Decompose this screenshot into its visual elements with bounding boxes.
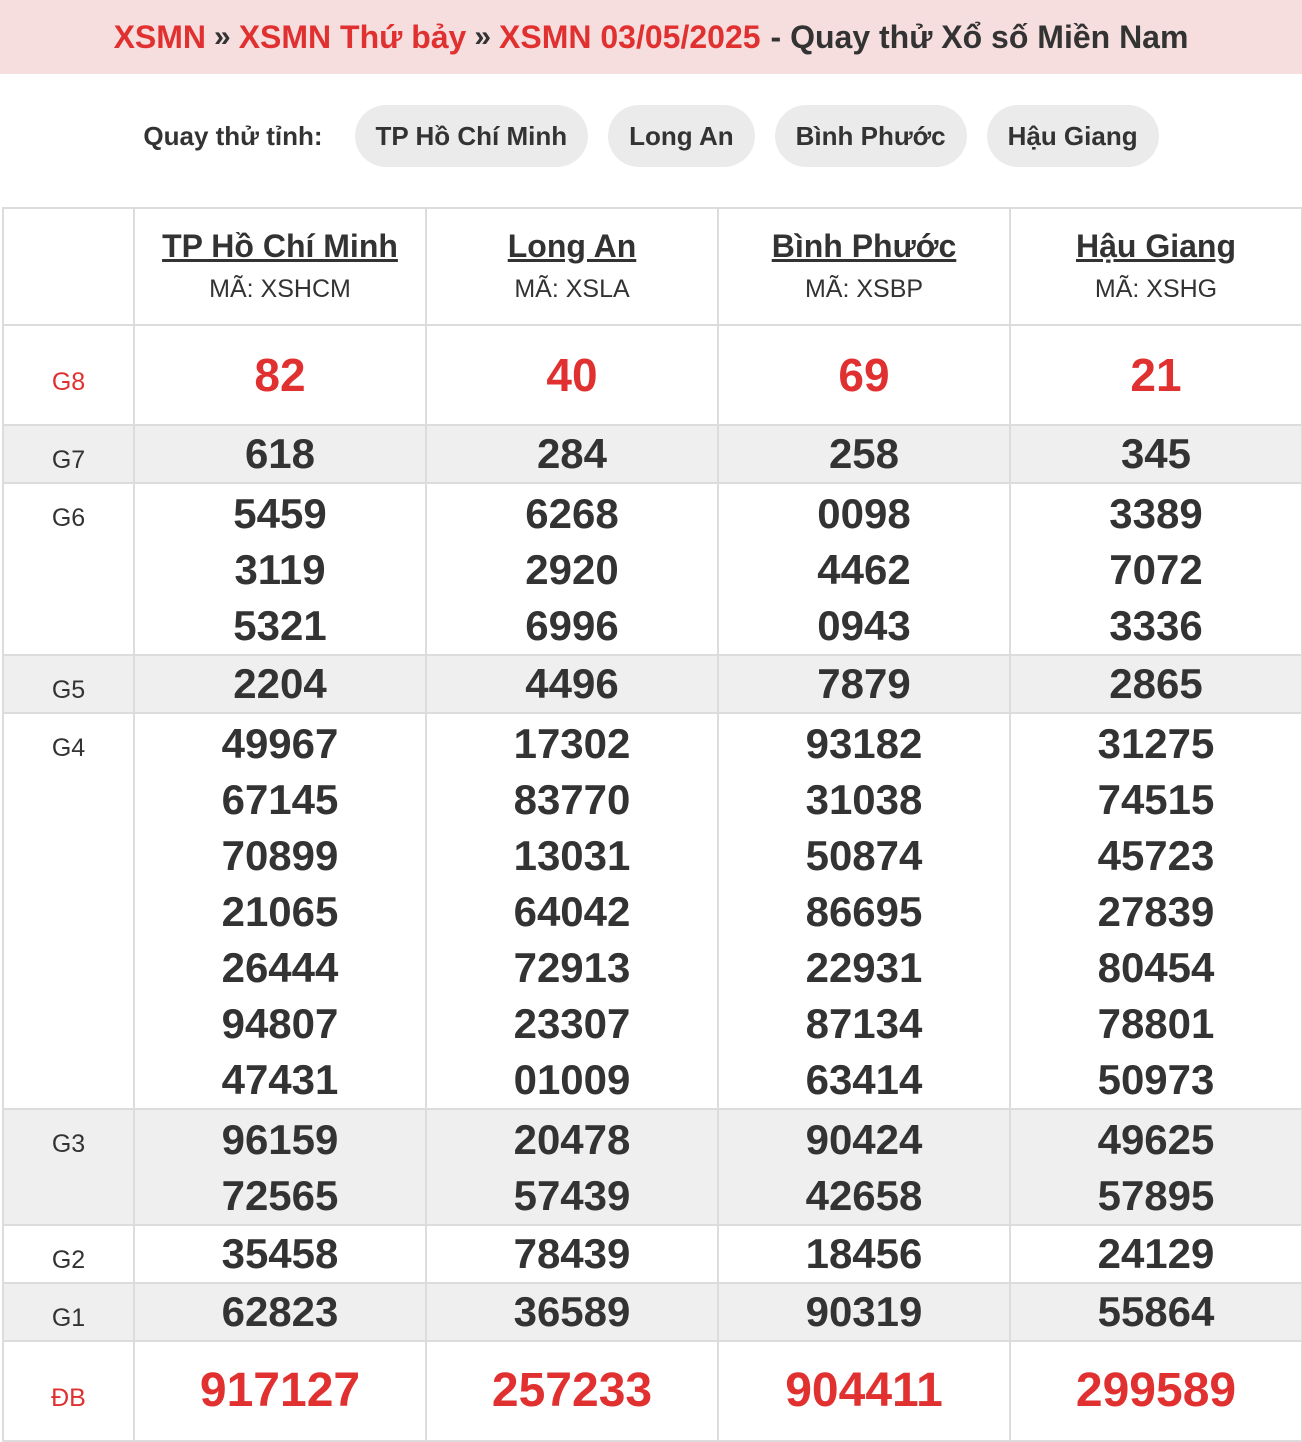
prize-cell (718, 655, 1010, 713)
prize-number: 74515 (1097, 776, 1215, 823)
prize-number: 80454 (1097, 944, 1215, 991)
chip-bar-label: Quay thử tỉnh: (143, 120, 323, 151)
prize-number: 64042 (513, 888, 631, 935)
province-link-hau-giang[interactable]: Hậu Giang (1075, 228, 1236, 264)
prize-row (3, 1341, 1302, 1441)
prize-cell (426, 425, 718, 483)
prize-number: 18456 (805, 1230, 923, 1277)
header-blank-cell (3, 208, 134, 325)
prize-number: 0943 (817, 602, 911, 649)
province-header (134, 208, 426, 325)
breadcrumb-xsmn[interactable]: XSMN (113, 18, 207, 55)
prize-cell (426, 325, 718, 425)
prize-number: 78801 (1097, 1000, 1215, 1047)
prize-number: 87134 (805, 1000, 923, 1047)
page-title: - Quay thử Xổ số Miền Nam (770, 18, 1189, 55)
prize-number: 40 (546, 349, 598, 401)
prize-number: 4462 (817, 546, 911, 593)
prize-cell (1010, 325, 1302, 425)
prize-number: 5459 (233, 490, 327, 537)
prize-label: G6 (3, 483, 134, 655)
prize-number: 24129 (1097, 1230, 1215, 1277)
prize-cell (1010, 1109, 1302, 1225)
prize-number: 69 (838, 349, 890, 401)
province-code: MÃ: XSBP (804, 275, 924, 303)
prize-label: ĐB (3, 1341, 134, 1441)
prize-label: G5 (3, 655, 134, 713)
prize-number: 22931 (805, 944, 923, 991)
prize-label: G2 (3, 1225, 134, 1283)
prize-cell (134, 655, 426, 713)
prize-number: 57439 (513, 1172, 631, 1219)
prize-cell (134, 325, 426, 425)
prize-row (3, 483, 1302, 655)
prize-cell (718, 1283, 1010, 1341)
prize-cell (718, 1109, 1010, 1225)
prize-number: 42658 (805, 1172, 923, 1219)
province-code: MÃ: XSLA (514, 275, 630, 303)
prize-row (3, 325, 1302, 425)
prize-cell (134, 483, 426, 655)
prize-number: 93182 (805, 720, 923, 767)
prize-cell (426, 1225, 718, 1283)
prize-cell (134, 1341, 426, 1441)
prize-number: 21 (1130, 349, 1182, 401)
prize-number: 17302 (513, 720, 631, 767)
prize-cell (1010, 713, 1302, 1109)
prize-number: 345 (1120, 430, 1192, 477)
prize-number: 4496 (525, 660, 619, 707)
prize-number: 3336 (1109, 602, 1203, 649)
prize-number: 23307 (513, 1000, 631, 1047)
prize-cell (1010, 483, 1302, 655)
prize-number: 2920 (525, 546, 619, 593)
prize-number: 917127 (199, 1364, 361, 1417)
prize-number: 904411 (785, 1364, 943, 1417)
prize-number: 50973 (1097, 1056, 1215, 1103)
prize-cell (426, 483, 718, 655)
province-header (426, 208, 718, 325)
prize-number: 72913 (513, 944, 631, 991)
prize-cell (718, 425, 1010, 483)
prize-cell (718, 1341, 1010, 1441)
prize-number: 45723 (1097, 832, 1215, 879)
prize-number: 90424 (805, 1116, 923, 1163)
prize-number: 83770 (513, 776, 631, 823)
prize-number: 258 (828, 430, 900, 477)
prize-number: 31275 (1097, 720, 1215, 767)
province-code: MÃ: XSHCM (209, 275, 351, 303)
results-body (3, 325, 1302, 1441)
prize-number: 49967 (221, 720, 339, 767)
page-header (0, 0, 1302, 74)
breadcrumb-xsmn-saturday[interactable]: XSMN Thứ bảy (238, 18, 467, 55)
prize-number: 3389 (1109, 490, 1203, 537)
prize-label: G4 (3, 713, 134, 1109)
prize-number: 57895 (1097, 1172, 1215, 1219)
chip-binh-phuoc[interactable]: Bình Phước (775, 105, 967, 167)
prize-number: 63414 (805, 1056, 923, 1103)
prize-number: 5321 (233, 602, 327, 649)
prize-row (3, 425, 1302, 483)
prize-number: 21065 (221, 888, 339, 935)
prize-label: G7 (3, 425, 134, 483)
prize-cell (1010, 425, 1302, 483)
prize-number: 618 (244, 430, 316, 477)
prize-number: 67145 (221, 776, 339, 823)
prize-number: 13031 (513, 832, 631, 879)
prize-number: 55864 (1097, 1288, 1215, 1335)
prize-row (3, 713, 1302, 1109)
prize-number: 6268 (525, 490, 619, 537)
prize-cell (426, 1341, 718, 1441)
chip-hau-giang[interactable]: Hậu Giang (987, 105, 1159, 167)
province-code: MÃ: XSHG (1094, 275, 1218, 303)
prize-number: 26444 (221, 944, 339, 991)
prize-cell (1010, 1341, 1302, 1441)
province-chip-bar (0, 105, 1302, 167)
table-header-row (3, 208, 1302, 325)
prize-row (3, 655, 1302, 713)
prize-number: 27839 (1097, 888, 1215, 935)
prize-cell (426, 713, 718, 1109)
prize-number: 20478 (513, 1116, 631, 1163)
prize-cell (134, 1225, 426, 1283)
prize-label: G1 (3, 1283, 134, 1341)
province-link-tp-ho-chi-minh[interactable]: TP Hồ Chí Minh (162, 228, 398, 264)
prize-cell (134, 425, 426, 483)
prize-number: 284 (536, 430, 608, 477)
prize-number: 6996 (525, 602, 619, 649)
province-link-long-an[interactable]: Long An (507, 228, 637, 264)
prize-cell (718, 325, 1010, 425)
prize-label: G8 (3, 325, 134, 425)
prize-cell (426, 1283, 718, 1341)
prize-number: 70899 (221, 832, 339, 879)
prize-row (3, 1225, 1302, 1283)
breadcrumb-separator-icon: » (474, 20, 492, 53)
prize-number: 50874 (805, 832, 923, 879)
prize-number: 96159 (221, 1116, 339, 1163)
prize-number: 90319 (805, 1288, 923, 1335)
province-header (718, 208, 1010, 325)
prize-number: 0098 (817, 490, 911, 537)
prize-row (3, 1109, 1302, 1225)
prize-cell (1010, 1225, 1302, 1283)
prize-number: 62823 (221, 1288, 339, 1335)
prize-number: 01009 (513, 1056, 631, 1103)
province-link-binh-phuoc[interactable]: Bình Phước (771, 228, 957, 264)
chip-long-an[interactable]: Long An (608, 105, 754, 167)
prize-cell (426, 1109, 718, 1225)
prize-number: 299589 (1075, 1364, 1237, 1417)
prize-number: 82 (254, 349, 306, 401)
prize-cell (1010, 655, 1302, 713)
breadcrumb-xsmn-date[interactable]: XSMN 03/05/2025 (499, 18, 761, 55)
prize-number: 3119 (234, 546, 326, 593)
prize-number: 2865 (1109, 660, 1203, 707)
prize-cell (718, 483, 1010, 655)
prize-cell (718, 713, 1010, 1109)
prize-number: 7879 (817, 660, 911, 707)
prize-number: 94807 (221, 1000, 339, 1047)
prize-cell (1010, 1283, 1302, 1341)
prize-number: 49625 (1097, 1116, 1215, 1163)
prize-number: 78439 (513, 1230, 631, 1277)
prize-number: 7072 (1109, 546, 1203, 593)
prize-cell (718, 1225, 1010, 1283)
prize-label: G3 (3, 1109, 134, 1225)
prize-number: 36589 (513, 1288, 631, 1335)
province-header (1010, 208, 1302, 325)
prize-cell (134, 1109, 426, 1225)
prize-row (3, 1283, 1302, 1341)
prize-number: 86695 (805, 888, 923, 935)
chip-tp-ho-chi-minh[interactable]: TP Hồ Chí Minh (355, 105, 589, 167)
prize-number: 72565 (221, 1172, 339, 1219)
breadcrumb-separator-icon: » (214, 20, 231, 53)
prize-number: 35458 (221, 1230, 339, 1277)
prize-number: 47431 (221, 1056, 339, 1103)
prize-cell (134, 713, 426, 1109)
prize-number: 2204 (233, 660, 327, 707)
prize-cell (426, 655, 718, 713)
results-table (2, 207, 1302, 1442)
prize-cell (134, 1283, 426, 1341)
prize-number: 31038 (805, 776, 923, 823)
prize-number: 257233 (491, 1364, 653, 1417)
